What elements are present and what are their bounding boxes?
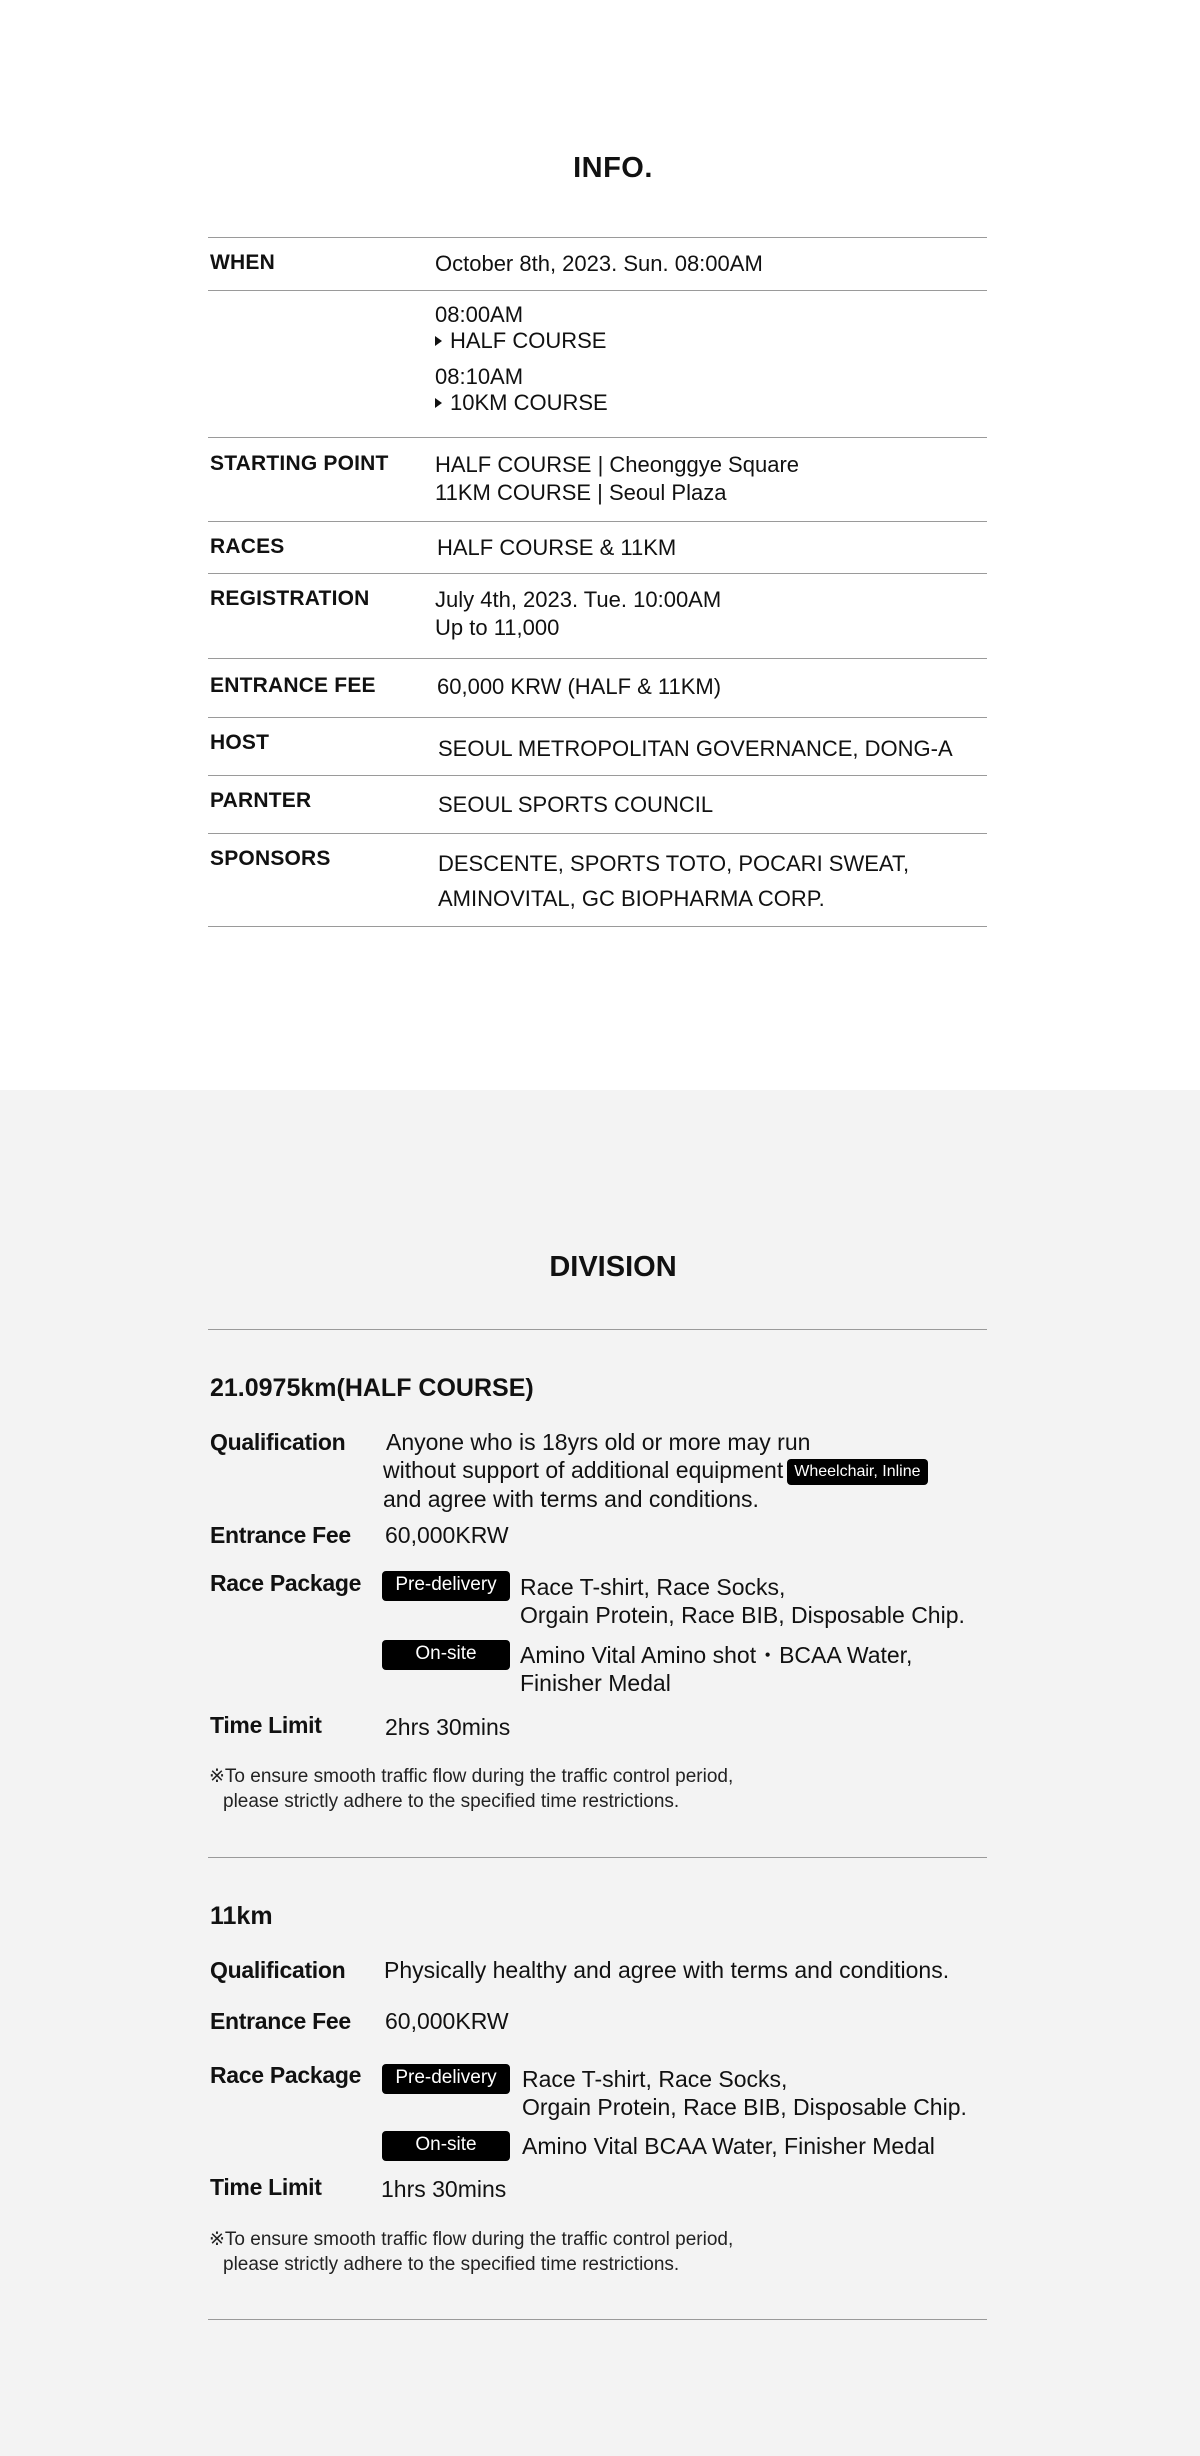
division-section (0, 1090, 1200, 2456)
divider (208, 1329, 987, 1330)
start-time: 08:10AM (435, 364, 524, 389)
equipment-badge: Wheelchair, Inline (787, 1459, 927, 1485)
info-label: WHEN (210, 251, 275, 274)
time-limit-value: 1hrs 30mins (381, 2176, 507, 2202)
info-label: ENTRANCE FEE (210, 674, 376, 697)
info-row-starting-point (208, 438, 987, 522)
pre-delivery-items: Race T-shirt, Race Socks, Orgain Protein, Race BIB, Disposable Chip. (522, 2066, 967, 2120)
info-value: HALF COURSE | Cheonggye Square 11KM COURSE | Seoul Plaza (435, 452, 799, 505)
qualification-value: Physically healthy and agree with terms and conditions. (384, 1957, 950, 1983)
info-row-sponsors (208, 834, 987, 927)
info-section (0, 0, 1200, 1090)
divider (208, 1857, 987, 1858)
info-value: 60,000 KRW (HALF & 11KM) (437, 674, 722, 699)
info-value: SEOUL METROPOLITAN GOVERNANCE, DONG-A (438, 736, 953, 761)
info-label: PARNTER (210, 789, 312, 812)
info-row-registration (208, 574, 987, 659)
info-label: STARTING POINT (210, 452, 389, 475)
pre-delivery-items: Race T-shirt, Race Socks, Orgain Protein, Race BIB, Disposable Chip. (520, 1574, 965, 1628)
info-label: REGISTRATION (210, 587, 370, 610)
triangle-right-icon (435, 398, 442, 408)
triangle-right-icon (435, 336, 442, 346)
entrance-fee-label: Entrance Fee (210, 1522, 351, 1548)
entrance-fee-label: Entrance Fee (210, 2008, 351, 2034)
on-site-items: Amino Vital BCAA Water, Finisher Medal (522, 2133, 935, 2159)
info-value: SEOUL SPORTS COUNCIL (438, 792, 714, 817)
course-title-half: 21.0975km(HALF COURSE) (210, 1374, 534, 1402)
on-site-badge: On-site (382, 1640, 510, 1670)
info-value: October 8th, 2023. Sun. 08:00AM (435, 251, 763, 276)
race-package-label: Race Package (210, 1570, 362, 1596)
start-course: HALF COURSE (435, 328, 608, 354)
start-time: 08:00AM (435, 302, 524, 327)
on-site-badge: On-site (382, 2131, 510, 2161)
start-times (435, 302, 608, 416)
qualification-value: Anyone who is 18yrs old or more may run without support of additional equipment Wheelchair, Inline and agree with terms and conditions. (383, 1428, 928, 1513)
time-limit-label: Time Limit (210, 2174, 322, 2200)
entrance-fee-value: 60,000KRW (385, 2008, 509, 2034)
info-row-host (208, 718, 987, 776)
on-site-items: Amino Vital Amino shot・BCAA Water, Finisher Medal (520, 1642, 913, 1696)
info-value: HALF COURSE & 11KM (437, 535, 677, 560)
course-title-11km: 11km (210, 1902, 273, 1930)
traffic-note: ※To ensure smooth traffic flow during the traffic control period, please strictly adhere to the specified time restrictions. (209, 2229, 734, 2275)
info-value: July 4th, 2023. Tue. 10:00AM Up to 11,000 (435, 587, 722, 640)
entrance-fee-value: 60,000KRW (385, 1522, 509, 1548)
time-limit-value: 2hrs 30mins (385, 1714, 511, 1740)
info-label: SPONSORS (210, 847, 331, 870)
qualification-label: Qualification (210, 1957, 346, 1983)
start-course: 10KM COURSE (435, 390, 608, 416)
info-title: INFO. (573, 152, 653, 184)
info-row-entrance-fee (208, 659, 987, 718)
pre-delivery-badge: Pre-delivery (382, 1571, 510, 1601)
race-package-label: Race Package (210, 2062, 362, 2088)
pre-delivery-badge: Pre-delivery (382, 2064, 510, 2094)
divider (208, 2319, 987, 2320)
qualification-label: Qualification (210, 1429, 346, 1455)
info-row-start-times (208, 291, 987, 438)
info-table (208, 237, 987, 927)
time-limit-label: Time Limit (210, 1712, 322, 1738)
traffic-note: ※To ensure smooth traffic flow during the traffic control period, please strictly adhere to the specified time restrictions. (209, 1766, 734, 1812)
info-row-races (208, 522, 987, 574)
info-label: RACES (210, 535, 285, 558)
info-row-when (208, 238, 987, 291)
division-title: DIVISION (549, 1251, 677, 1283)
info-label: HOST (210, 731, 270, 754)
info-value: DESCENTE, SPORTS TOTO, POCARI SWEAT, AMINOVITAL, GC BIOPHARMA CORP. (438, 851, 910, 911)
info-row-partner (208, 776, 987, 834)
